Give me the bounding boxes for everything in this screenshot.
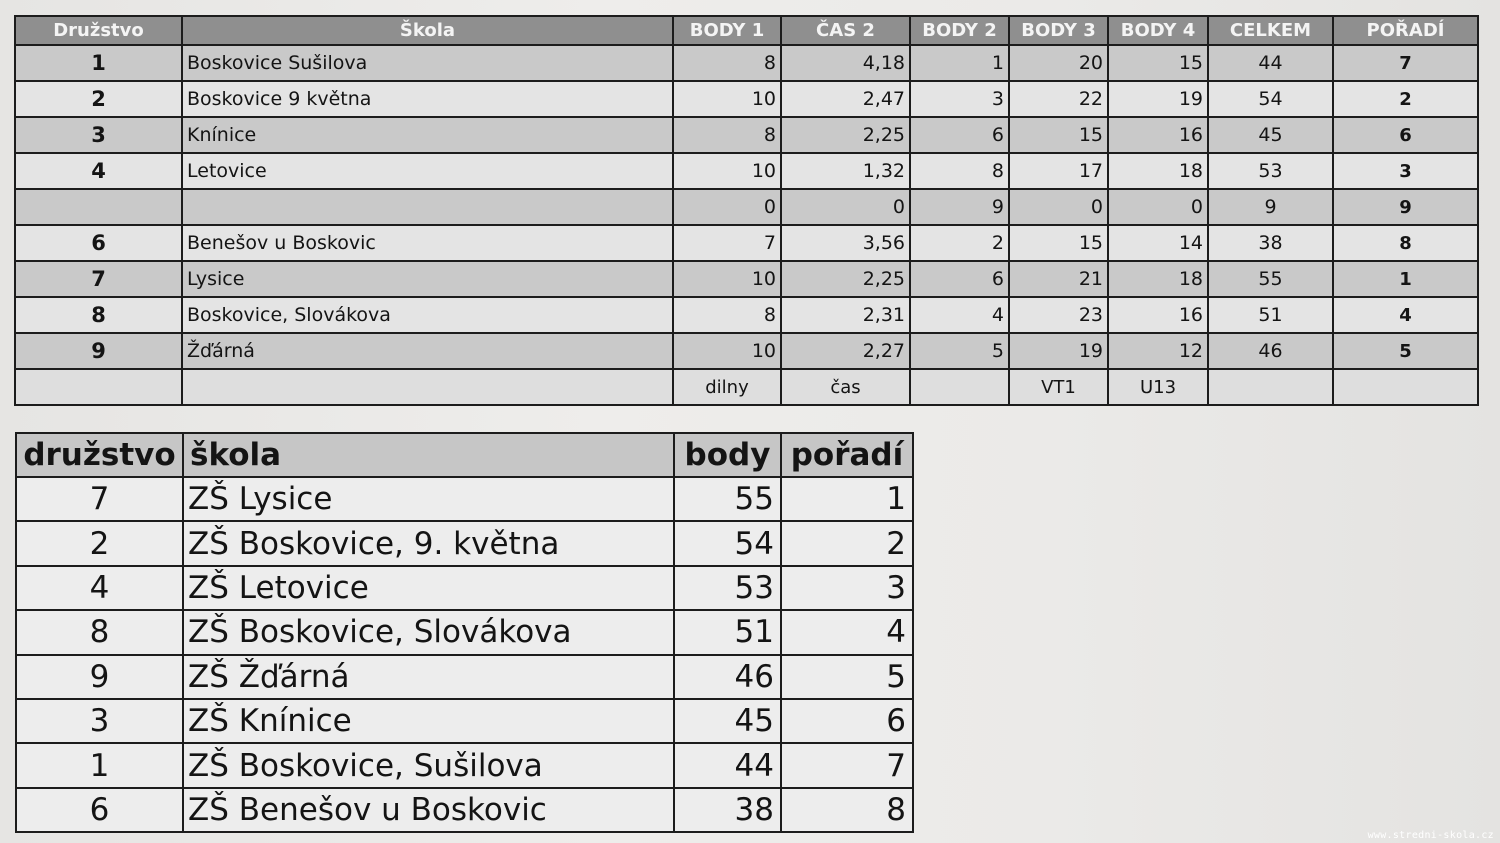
results-row	[15, 225, 1478, 261]
ranking-table	[15, 432, 914, 833]
results-cell: 0	[673, 189, 781, 225]
ranking-cell: 3	[781, 566, 913, 610]
results-cell: 0	[1009, 189, 1108, 225]
results-header-cell: CELKEM	[1208, 16, 1333, 45]
ranking-row	[16, 610, 913, 654]
results-cell: 3,56	[781, 225, 910, 261]
results-note-cell: dilny	[673, 369, 781, 405]
ranking-row	[16, 743, 913, 787]
results-row	[15, 153, 1478, 189]
results-cell: 54	[1208, 81, 1333, 117]
ranking-cell: 54	[674, 521, 781, 565]
results-cell: 23	[1009, 297, 1108, 333]
results-cell: 14	[1108, 225, 1208, 261]
ranking-cell: 2	[16, 521, 183, 565]
ranking-cell: 38	[674, 788, 781, 832]
results-header-cell: BODY 1	[673, 16, 781, 45]
ranking-cell: ZŠ Boskovice, Slovákova	[183, 610, 674, 654]
results-cell: 6	[15, 225, 182, 261]
results-header-cell: ČAS 2	[781, 16, 910, 45]
results-note-cell	[910, 369, 1009, 405]
ranking-cell: 44	[674, 743, 781, 787]
results-row	[15, 45, 1478, 81]
results-cell: Benešov u Boskovic	[182, 225, 673, 261]
results-cell: 15	[1009, 117, 1108, 153]
results-cell: 4	[15, 153, 182, 189]
results-cell: 20	[1009, 45, 1108, 81]
ranking-cell: 8	[16, 610, 183, 654]
results-cell: 2	[910, 225, 1009, 261]
results-cell: 44	[1208, 45, 1333, 81]
results-header-cell: Škola	[182, 16, 673, 45]
ranking-cell: 45	[674, 699, 781, 743]
results-cell: 5	[910, 333, 1009, 369]
results-note-cell: VT1	[1009, 369, 1108, 405]
results-cell	[15, 189, 182, 225]
results-row	[15, 81, 1478, 117]
results-cell: 10	[673, 333, 781, 369]
results-cell: 1,32	[781, 153, 910, 189]
results-cell: 10	[673, 153, 781, 189]
ranking-header-cell: družstvo	[16, 433, 183, 477]
ranking-row	[16, 788, 913, 832]
results-note-cell	[1333, 369, 1478, 405]
results-row	[15, 333, 1478, 369]
ranking-row	[16, 477, 913, 521]
results-row	[15, 297, 1478, 333]
ranking-cell: 6	[781, 699, 913, 743]
ranking-cell: ZŠ Knínice	[183, 699, 674, 743]
results-row	[15, 117, 1478, 153]
ranking-cell: 8	[781, 788, 913, 832]
results-cell: 38	[1208, 225, 1333, 261]
ranking-header-cell: škola	[183, 433, 674, 477]
results-cell: 4,18	[781, 45, 910, 81]
ranking-cell: 5	[781, 655, 913, 699]
ranking-row	[16, 566, 913, 610]
results-cell: 21	[1009, 261, 1108, 297]
results-cell: 4	[1333, 297, 1478, 333]
results-cell: Žďárná	[182, 333, 673, 369]
results-cell: 3	[15, 117, 182, 153]
ranking-cell: ZŠ Letovice	[183, 566, 674, 610]
results-cell: 7	[15, 261, 182, 297]
results-cell: 0	[781, 189, 910, 225]
ranking-header-cell: pořadí	[781, 433, 913, 477]
results-header-cell: POŘADÍ	[1333, 16, 1478, 45]
results-cell: 8	[673, 297, 781, 333]
ranking-cell: 3	[16, 699, 183, 743]
ranking-cell: ZŠ Benešov u Boskovic	[183, 788, 674, 832]
ranking-cell: 55	[674, 477, 781, 521]
results-notes-row	[15, 369, 1478, 405]
results-cell: 2,27	[781, 333, 910, 369]
results-cell: 22	[1009, 81, 1108, 117]
results-cell: 8	[15, 297, 182, 333]
ranking-cell: 4	[16, 566, 183, 610]
results-table	[14, 15, 1479, 406]
ranking-cell: 7	[16, 477, 183, 521]
results-cell: 53	[1208, 153, 1333, 189]
results-cell: 6	[910, 261, 1009, 297]
results-cell: 18	[1108, 153, 1208, 189]
ranking-cell: 2	[781, 521, 913, 565]
results-cell: 8	[673, 45, 781, 81]
results-cell: 46	[1208, 333, 1333, 369]
results-cell: 51	[1208, 297, 1333, 333]
results-cell: 8	[1333, 225, 1478, 261]
results-cell: 2,47	[781, 81, 910, 117]
ranking-cell: 1	[781, 477, 913, 521]
results-note-cell	[1208, 369, 1333, 405]
results-header-row	[15, 16, 1478, 45]
results-cell: 9	[910, 189, 1009, 225]
results-cell: 17	[1009, 153, 1108, 189]
results-cell: 2,25	[781, 117, 910, 153]
ranking-cell: 7	[781, 743, 913, 787]
results-header-cell: BODY 4	[1108, 16, 1208, 45]
results-cell: Boskovice 9 května	[182, 81, 673, 117]
results-cell: 6	[1333, 117, 1478, 153]
results-cell: 12	[1108, 333, 1208, 369]
ranking-cell: 1	[16, 743, 183, 787]
results-cell: 10	[673, 261, 781, 297]
results-cell: 16	[1108, 297, 1208, 333]
results-cell: 2	[1333, 81, 1478, 117]
results-cell: 15	[1108, 45, 1208, 81]
results-row	[15, 261, 1478, 297]
results-cell: 9	[1208, 189, 1333, 225]
results-cell: Boskovice Sušilova	[182, 45, 673, 81]
results-cell: 1	[1333, 261, 1478, 297]
results-cell: Letovice	[182, 153, 673, 189]
ranking-cell: ZŠ Boskovice, Sušilova	[183, 743, 674, 787]
ranking-cell: 46	[674, 655, 781, 699]
results-cell: 15	[1009, 225, 1108, 261]
results-cell: 19	[1108, 81, 1208, 117]
results-cell: 45	[1208, 117, 1333, 153]
results-cell: 2	[15, 81, 182, 117]
results-cell: Boskovice, Slovákova	[182, 297, 673, 333]
results-note-cell	[182, 369, 673, 405]
results-note-cell: U13	[1108, 369, 1208, 405]
ranking-cell: 6	[16, 788, 183, 832]
ranking-cell: ZŠ Žďárná	[183, 655, 674, 699]
results-cell: 10	[673, 81, 781, 117]
results-note-cell: čas	[781, 369, 910, 405]
results-cell	[182, 189, 673, 225]
results-cell: 55	[1208, 261, 1333, 297]
ranking-row	[16, 655, 913, 699]
ranking-header-row	[16, 433, 913, 477]
results-header-cell: BODY 3	[1009, 16, 1108, 45]
results-cell: Knínice	[182, 117, 673, 153]
results-row	[15, 189, 1478, 225]
watermark-credit: www.stredni-skola.cz	[1367, 830, 1494, 841]
results-note-cell	[15, 369, 182, 405]
results-cell: 3	[1333, 153, 1478, 189]
ranking-row	[16, 699, 913, 743]
results-cell: 16	[1108, 117, 1208, 153]
ranking-row	[16, 521, 913, 565]
results-cell: 2,25	[781, 261, 910, 297]
ranking-cell: 4	[781, 610, 913, 654]
ranking-header-cell: body	[674, 433, 781, 477]
results-cell: 9	[1333, 189, 1478, 225]
results-header-cell: Družstvo	[15, 16, 182, 45]
results-cell: 6	[910, 117, 1009, 153]
results-cell: 7	[1333, 45, 1478, 81]
results-cell: 5	[1333, 333, 1478, 369]
results-cell: 9	[15, 333, 182, 369]
ranking-cell: 51	[674, 610, 781, 654]
results-header-cell: BODY 2	[910, 16, 1009, 45]
results-cell: 8	[673, 117, 781, 153]
results-cell: 1	[910, 45, 1009, 81]
results-cell: 7	[673, 225, 781, 261]
ranking-cell: 9	[16, 655, 183, 699]
results-cell: 19	[1009, 333, 1108, 369]
results-cell: 0	[1108, 189, 1208, 225]
ranking-cell: ZŠ Boskovice, 9. května	[183, 521, 674, 565]
results-cell: 8	[910, 153, 1009, 189]
results-cell: 3	[910, 81, 1009, 117]
results-cell: 1	[15, 45, 182, 81]
results-cell: 2,31	[781, 297, 910, 333]
results-cell: 18	[1108, 261, 1208, 297]
ranking-cell: ZŠ Lysice	[183, 477, 674, 521]
results-cell: Lysice	[182, 261, 673, 297]
results-cell: 4	[910, 297, 1009, 333]
ranking-cell: 53	[674, 566, 781, 610]
